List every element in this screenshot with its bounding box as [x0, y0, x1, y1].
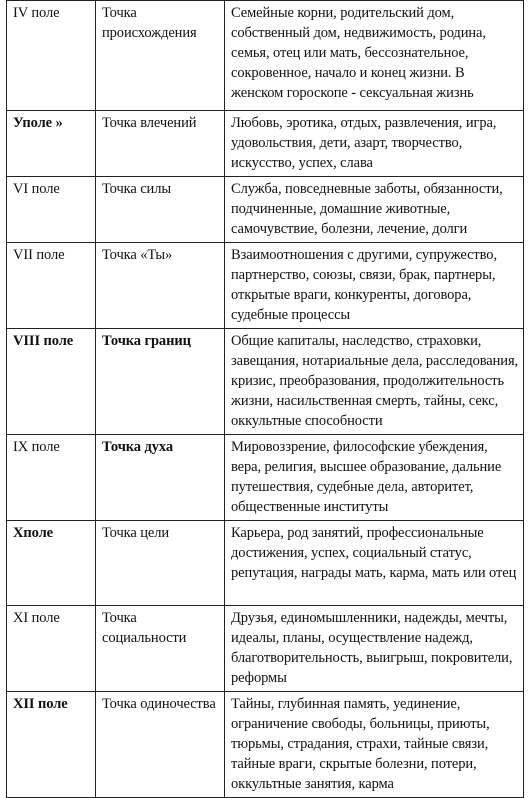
point-cell: Точка социальности	[96, 606, 225, 692]
point-cell: Точка цели	[96, 521, 225, 606]
point-cell: Точка происхождения	[96, 1, 225, 111]
table-row	[7, 692, 524, 798]
field-cell: Уполе »	[7, 111, 96, 177]
table-row	[7, 606, 524, 692]
meaning-cell: Взаимоотношения с другими, супружество, партнерство, союзы, связи, брак, партнеры, открытые враги, конкуренты, договора, судебные процессы	[225, 243, 524, 329]
meaning-cell: Мировоззрение, философские убеждения, вера, религия, высшее образование, дальние путешествия, судебные дела, авторитет, общественные институты	[225, 435, 524, 521]
point-cell: Точка влечений	[96, 111, 225, 177]
point-cell: Точка духа	[96, 435, 225, 521]
field-cell: VII поле	[7, 243, 96, 329]
meaning-cell: Друзья, единомышленники, надежды, мечты, идеалы, планы, осуществление надежд, благотворительность, выигрыш, покровители, реформы	[225, 606, 524, 692]
table-row	[7, 111, 524, 177]
meaning-cell: Общие капиталы, наследство, страховки, завещания, нотариальные дела, расследования, кризис, преобразования, продолжительность жизни, насильственная смерть, тайны, секс, оккультные способности	[225, 329, 524, 435]
meaning-cell: Карьера, род занятий, профессиональные достижения, успех, социальный статус, репутация, награды мать, карма, мать или отец	[225, 521, 524, 606]
field-cell: XII поле	[7, 692, 96, 798]
point-cell: Точка силы	[96, 177, 225, 243]
table-row	[7, 177, 524, 243]
field-cell: Хполе	[7, 521, 96, 606]
point-cell: Точка «Ты»	[96, 243, 225, 329]
meaning-cell: Служба, повседневные заботы, обязанности, подчиненные, домашние животные, самочувствие, болезни, лечение, долги	[225, 177, 524, 243]
meaning-cell: Тайны, глубинная память, уединение, ограничение свободы, больницы, приюты, тюрьмы, страдания, страхи, тайные связи, тайные враги, скрытые болезни, потери, оккультные занятия, карма	[225, 692, 524, 798]
field-cell: IV поле	[7, 1, 96, 111]
meaning-cell: Семейные корни, родительский дом, собственный дом, недвижимость, родина, семья, отец или мать, бессознательное, сокровенное, начало и конец жизни. В женском гороскопе - сексуальная жизнь	[225, 1, 524, 111]
field-cell: XI поле	[7, 606, 96, 692]
field-cell: VIII поле	[7, 329, 96, 435]
field-cell: IX поле	[7, 435, 96, 521]
astrological-houses-table	[6, 0, 524, 798]
table-row	[7, 329, 524, 435]
table-row	[7, 243, 524, 329]
meaning-cell: Любовь, эротика, отдых, развлечения, игра, удовольствия, дети, азарт, творчество, искусство, успех, слава	[225, 111, 524, 177]
table-row	[7, 435, 524, 521]
table-row	[7, 1, 524, 111]
point-cell: Точка границ	[96, 329, 225, 435]
point-cell: Точка одиночества	[96, 692, 225, 798]
table-row	[7, 521, 524, 606]
field-cell: VI поле	[7, 177, 96, 243]
